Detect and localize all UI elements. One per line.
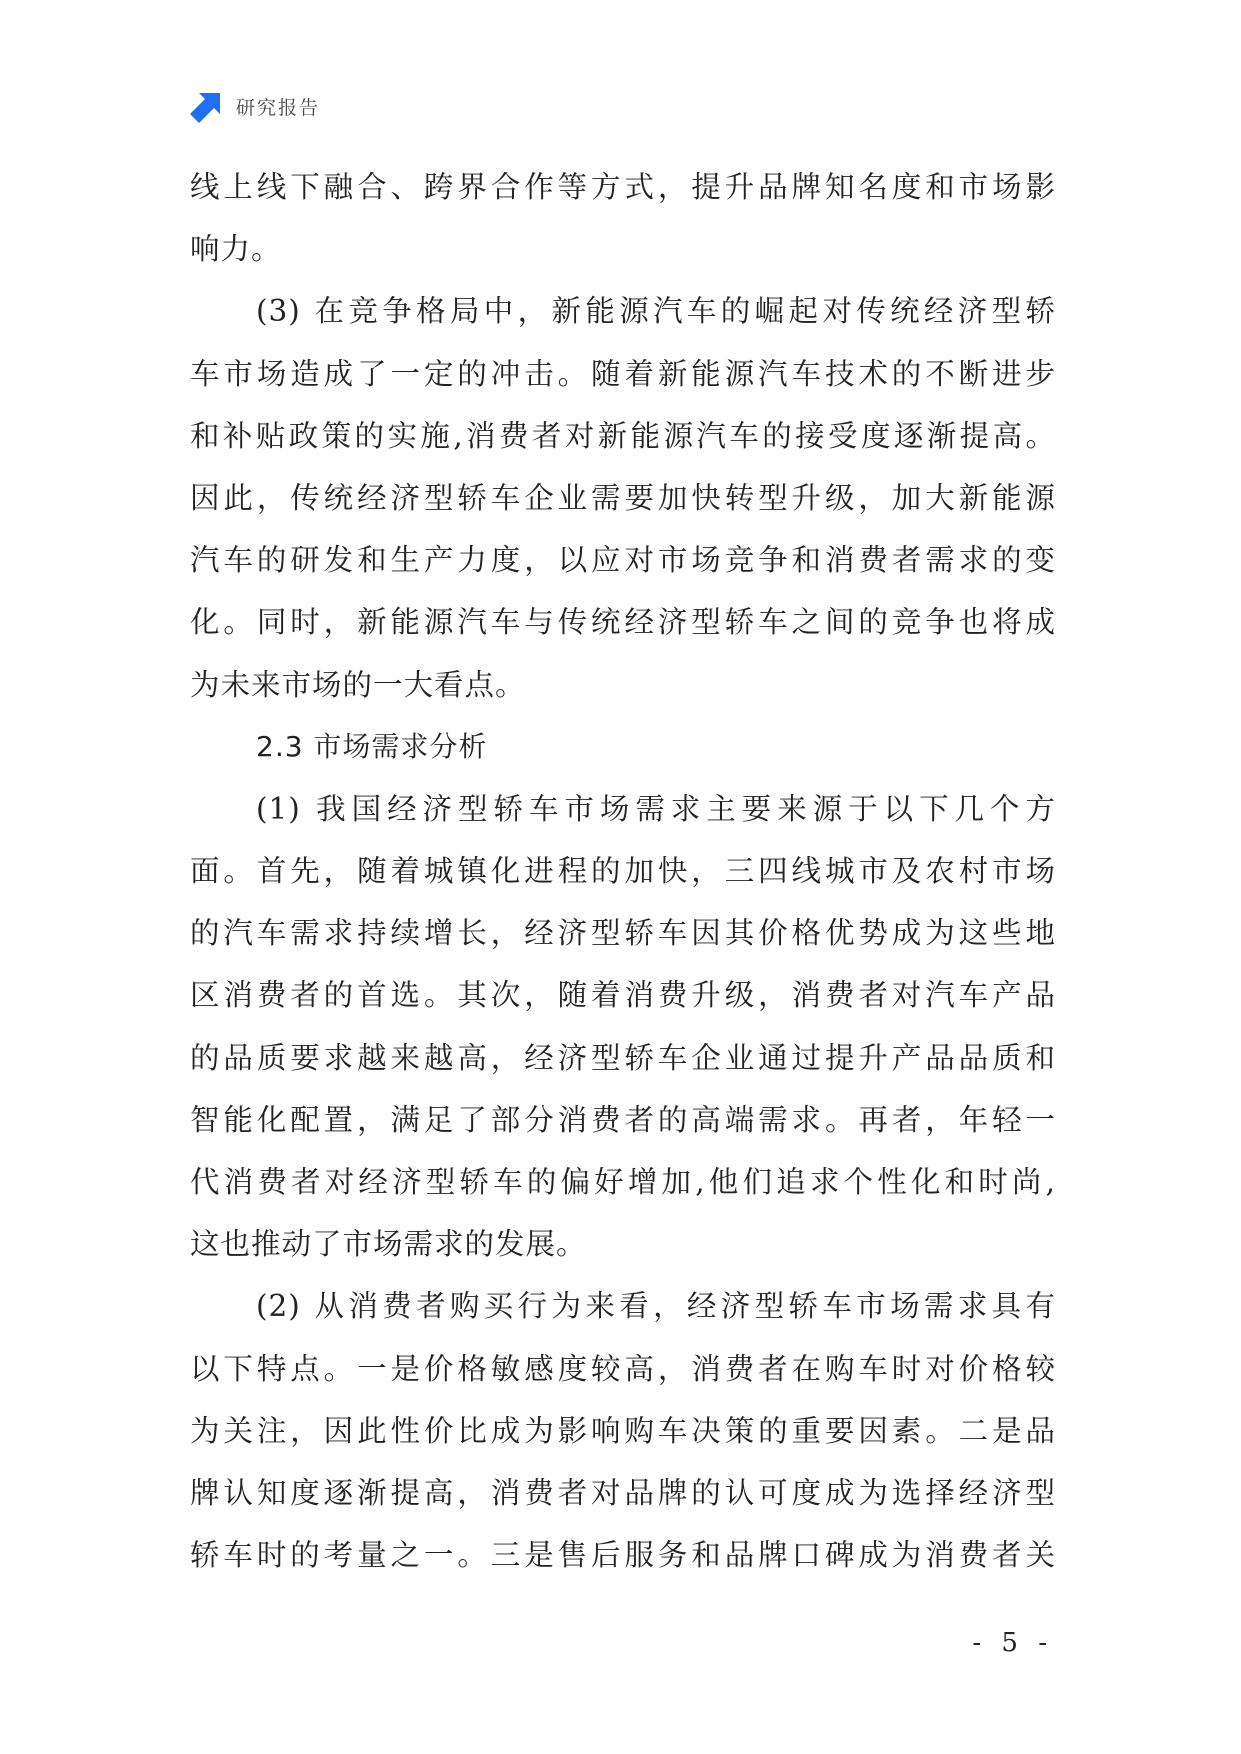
text-line: 以下特点。一是价格敏感度较高，消费者在购车时对价格较 [190, 1351, 1056, 1386]
page-number: - 5 - [972, 1628, 1053, 1658]
text-line: 轿车时的考量之一。三是售后服务和品牌口碑成为消费者关 [190, 1538, 1056, 1573]
header-title: 研究报告 [236, 96, 321, 119]
text-line: 面。首先，随着城镇化进程的加快，三四线城市及农村市场 [190, 854, 1056, 889]
text-line: 区消费者的首选。其次，随着消费升级，消费者对汽车产品 [190, 978, 1056, 1013]
text-line: 汽车的研发和生产力度，以应对市场竞争和消费者需求的变 [190, 543, 1056, 578]
text-line: 化。同时，新能源汽车与传统经济型轿车之间的竞争也将成 [190, 605, 1056, 640]
text-line: (1) 我国经济型轿车市场需求主要来源于以下几个方 [256, 791, 1056, 826]
text-line: 代消费者对经济型轿车的偏好增加,他们追求个性化和时尚, [190, 1165, 1056, 1199]
text-line: 线上线下融合、跨界合作等方式，提升品牌知名度和市场影 [190, 170, 1056, 204]
text-line: 的品质要求越来越高，经济型轿车企业通过提升产品品质和 [190, 1040, 1056, 1075]
text-line: 和补贴政策的实施,消费者对新能源汽车的接受度逐渐提高。 [190, 418, 1056, 453]
arrow-up-right-logo-icon [190, 89, 224, 123]
page-header [190, 88, 320, 124]
text-line: 车市场造成了一定的冲击。随着新能源汽车技术的不断进步 [190, 356, 1056, 391]
text-line: 为关注，因此性价比成为影响购车决策的重要因素。二是品 [190, 1413, 1056, 1448]
text-line: 智能化配置，满足了部分消费者的高端需求。再者，年轻一 [190, 1102, 1056, 1137]
document-body [190, 156, 1056, 1586]
text-line: 因此，传统经济型轿车企业需要加快转型升级，加大新能源 [190, 480, 1056, 515]
section-heading: 2.3 市场需求分析 [256, 729, 488, 763]
text-line: 的汽车需求持续增长，经济型轿车因其价格优势成为这些地 [190, 916, 1056, 951]
text-line: 牌认知度逐渐提高，消费者对品牌的认可度成为选择经济型 [190, 1475, 1056, 1510]
text-line: 为未来市场的一大看点。 [190, 667, 526, 702]
text-line: 响力。 [190, 232, 282, 267]
text-line: (2) 从消费者购买行为来看，经济型轿车市场需求具有 [256, 1289, 1056, 1324]
text-line: (3) 在竞争格局中，新能源汽车的崛起对传统经济型轿 [256, 294, 1056, 329]
text-line: 这也推动了市场需求的发展。 [190, 1227, 587, 1262]
